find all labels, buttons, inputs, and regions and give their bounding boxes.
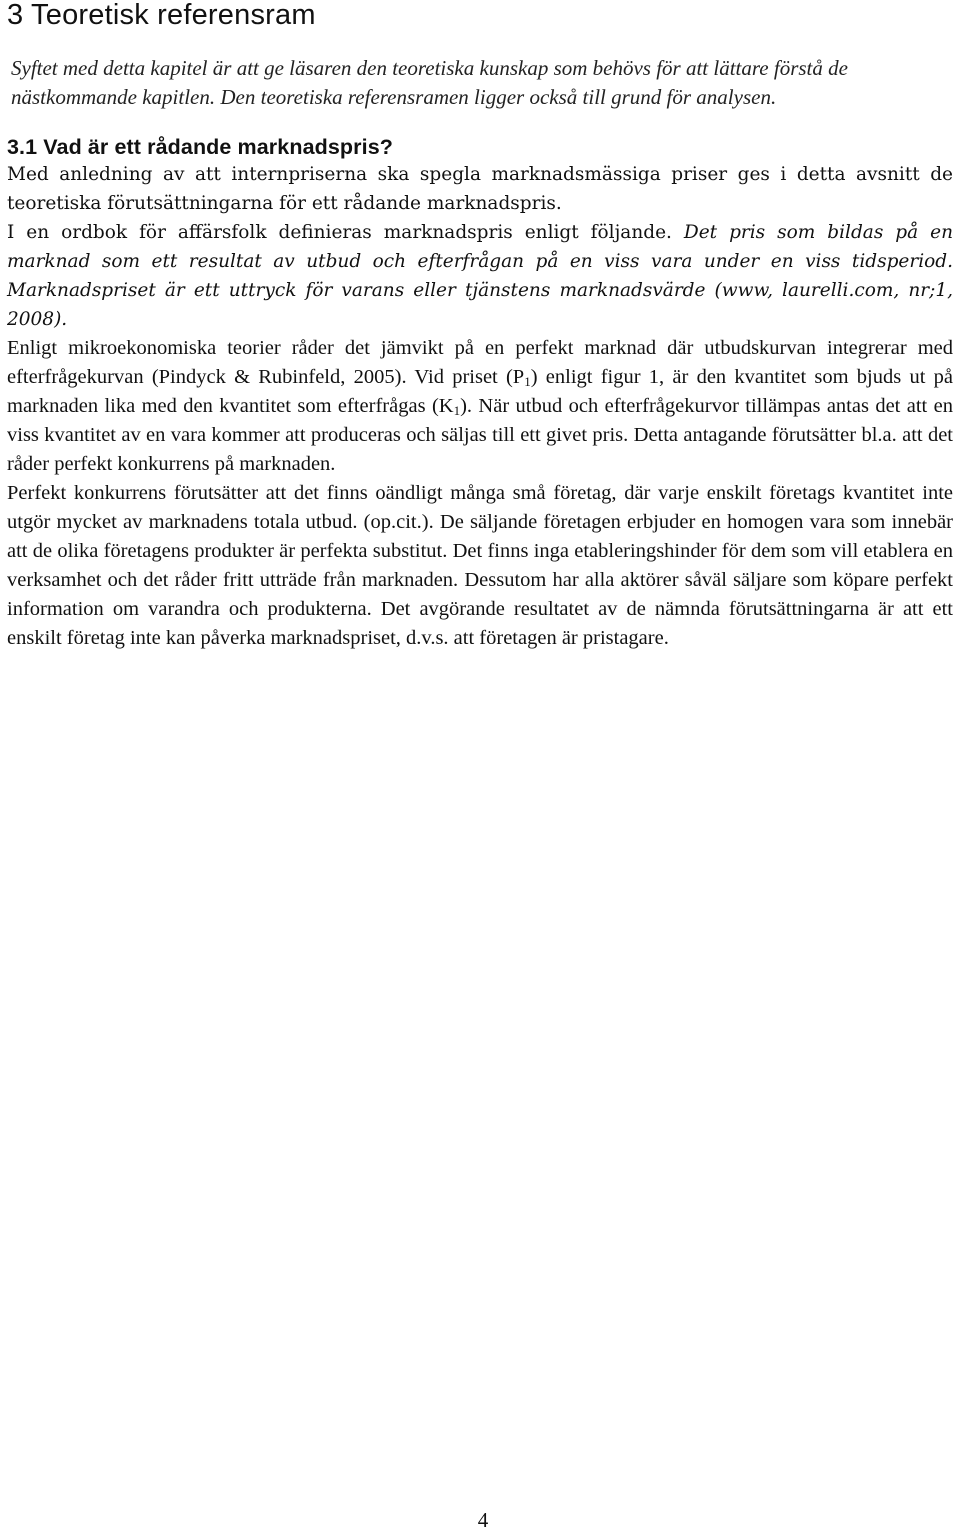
paragraph-2-definition: Det pris som bildas på en marknad som ett resultat av utbud och efterfrågan på en viss vara under en viss tidsperiod. Marknadspriset är ett uttryck för varans eller tjänstens marknadsvärde (www, laurelli.com, nr;1, 2008). — [7, 222, 953, 330]
paragraph-3-part-c: ). När utbud och efterfrågekurvor tillämpas antas det att en viss kvantitet av en vara kommer att produceras och säljas till ett givet pris. Detta antagande förutsätter bl.a. att det råder perfekt konkurrens på marknaden. — [7, 395, 953, 475]
chapter-intro: Syftet med detta kapitel är att ge läsaren den teoretiska kunskap som behövs för att lättare förstå de nästkommande kapitlen. Den teoretiska referensramen ligger också till grund för analysen. — [11, 56, 848, 109]
paragraph-3-part-b: ) enligt figur 1, är den kvantitet som bjuds ut på marknaden lika med den kvantitet som efterfrågas (K — [7, 366, 953, 417]
paragraph-2 — [7, 218, 953, 334]
paragraph-1: Med anledning av att internpriserna ska spegla marknadsmässiga priser ges i detta avsnitt de teoretiska förutsättningarna för ett rådande marknadspris. — [7, 164, 953, 214]
paragraph-3-part-a: Enligt mikroekonomiska teorier råder det jämvikt på en perfekt marknad där utbudskurvan integrerar med efterfrågekurvan (Pindyck & Rubinfeld, 2005). Vid priset (P — [7, 337, 953, 388]
section-title: 3.1 Vad är ett rådande marknadspris? — [7, 135, 393, 159]
quantity-subscript: 1 — [453, 403, 461, 418]
chapter-title: 3 Teoretisk referensram — [7, 0, 316, 31]
paragraph-4: Perfekt konkurrens förutsätter att det finns oändligt många små företag, där varje enskilt företags kvantitet inte utgör mycket av marknadens totala utbud. (op.cit.). De säljande företagen erbjuder en homogen vara som innebär att de olika företagens produkter är perfekta substitut. Det finns inga etableringshinder för dem som vill etablera en verksamhet och det råder fritt utträde från marknaden. Dessutom har alla aktörer såväl säljare som köpare perfekt information om varandra och produkterna. Det avgörande resultatet av de nämnda förutsättningarna är att ett enskilt företag inte kan påverka marknadspriset, d.v.s. att företagen är pristagare. — [7, 482, 953, 649]
price-subscript: 1 — [524, 374, 531, 389]
paragraph-3 — [7, 334, 953, 479]
document-page — [7, 0, 953, 653]
page-number: 4 — [477, 1508, 489, 1532]
paragraph-2-plain: I en ordbok för affärsfolk definieras marknadspris enligt följande. — [7, 222, 684, 243]
